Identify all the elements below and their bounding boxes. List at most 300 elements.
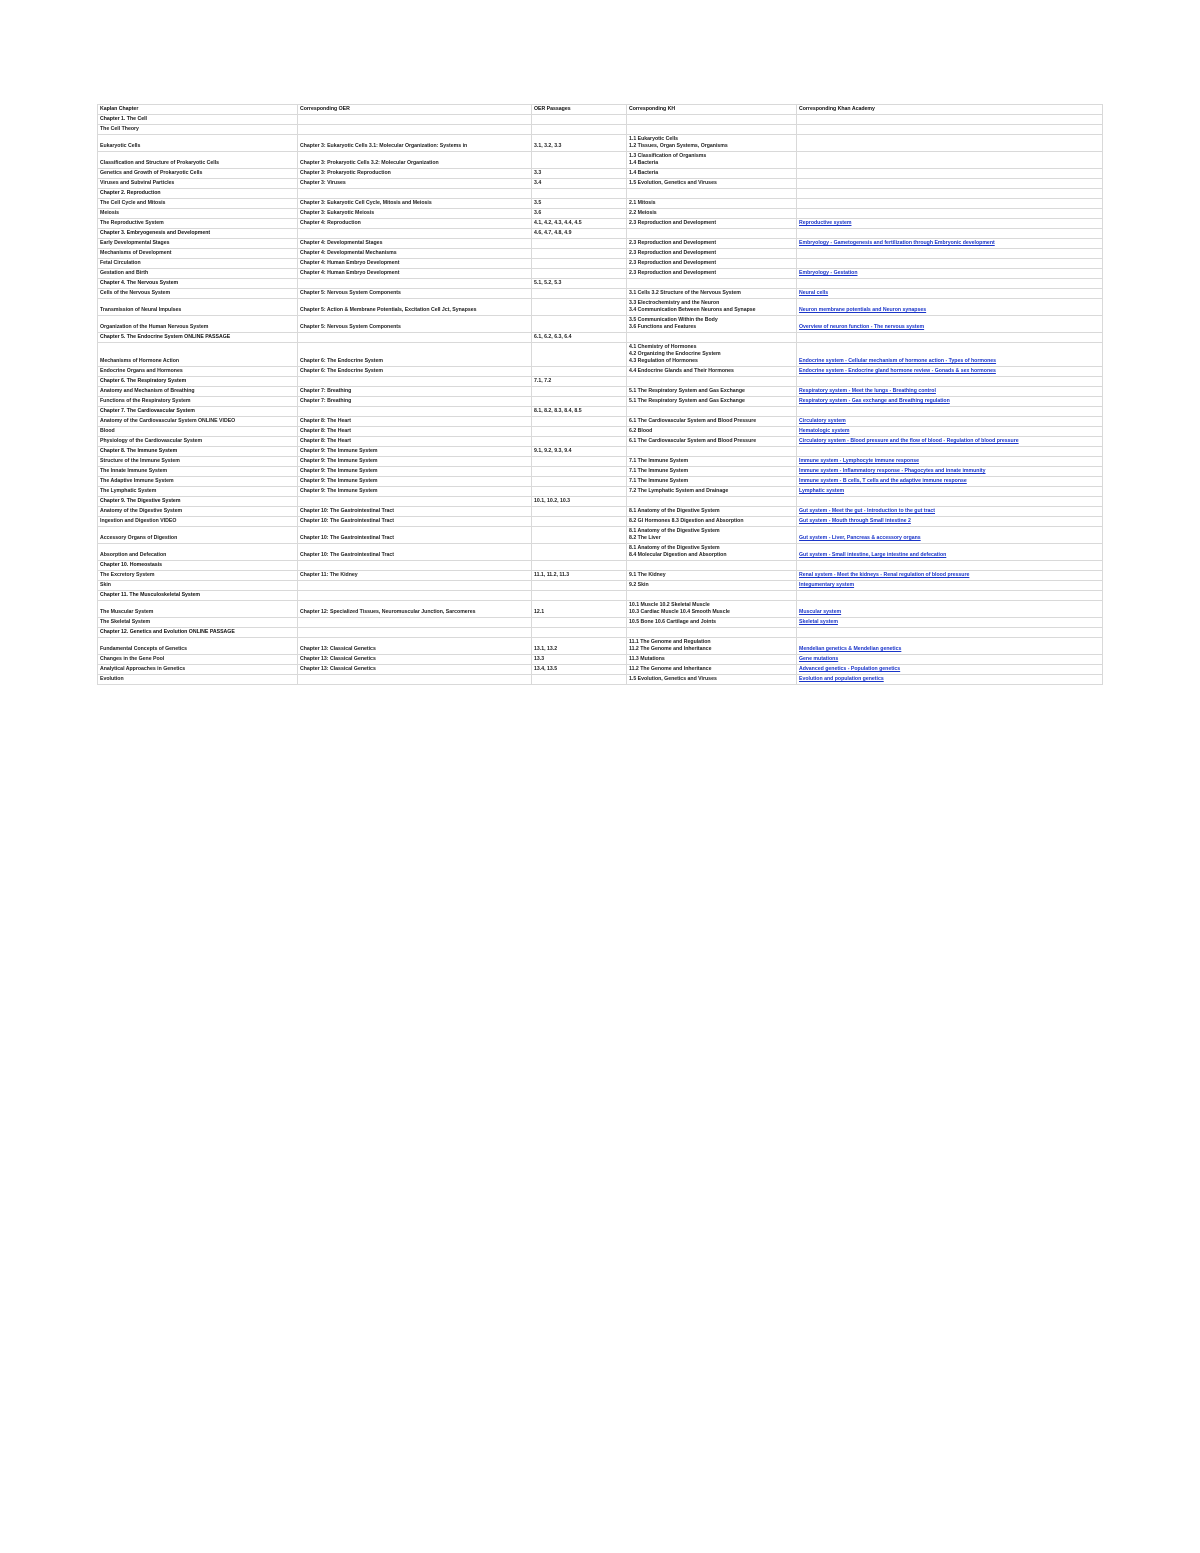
- kaplan-chapter-cell: Endocrine Organs and Hormones: [98, 367, 298, 377]
- oer-cell: [298, 675, 532, 685]
- kh-cell: 1.4 Bacteria: [627, 169, 797, 179]
- oer-passages-cell: [532, 591, 627, 601]
- kaplan-chapter-cell: The Reproductive System: [98, 219, 298, 229]
- kaplan-chapter-cell: Chapter 1. The Cell: [98, 115, 298, 125]
- kh-cell: 2.3 Reproduction and Development: [627, 259, 797, 269]
- table-row: [98, 581, 1103, 591]
- oer-passages-cell: [532, 115, 627, 125]
- kh-cell: 1.3 Classification of Organisms 1.4 Bacteria: [627, 152, 797, 169]
- kh-cell: 2.3 Reproduction and Development: [627, 239, 797, 249]
- oer-cell: Chapter 6: The Endocrine System: [298, 343, 532, 367]
- header-corresponding-oer: Corresponding OER: [298, 105, 532, 115]
- kh-cell: [627, 377, 797, 387]
- oer-passages-cell: 3.6: [532, 209, 627, 219]
- oer-cell: Chapter 8: The Heart: [298, 417, 532, 427]
- oer-passages-cell: 13.4, 13.5: [532, 665, 627, 675]
- kh-cell: 6.1 The Cardiovascular System and Blood Pressure: [627, 437, 797, 447]
- kh-cell: 6.2 Blood: [627, 427, 797, 437]
- khan-cell: [797, 269, 1103, 279]
- kaplan-chapter-cell: Genetics and Growth of Prokaryotic Cells: [98, 169, 298, 179]
- oer-passages-cell: 3.1, 3.2, 3.3: [532, 135, 627, 152]
- kaplan-chapter-cell: Chapter 3. Embryogenesis and Development: [98, 229, 298, 239]
- kaplan-chapter-cell: The Adaptive Immune System: [98, 477, 298, 487]
- kh-cell: 4.1 Chemistry of Hormones 4.2 Organizing the Endocrine System 4.3 Regulation of Hormones: [627, 343, 797, 367]
- khan-cell: [797, 249, 1103, 259]
- khan-academy-link[interactable]: Integumentary system: [799, 582, 855, 588]
- khan-academy-link[interactable]: Embryology - Gametogenesis and fertilization through Embryonic development: [799, 240, 995, 246]
- kaplan-chapter-cell: Analytical Approaches in Genetics: [98, 665, 298, 675]
- oer-passages-cell: [532, 457, 627, 467]
- khan-academy-link[interactable]: Neuron membrane potentials and Neuron synapses: [799, 307, 927, 313]
- table-row: [98, 675, 1103, 685]
- khan-cell: [797, 447, 1103, 457]
- oer-cell: [298, 333, 532, 343]
- kh-cell: 7.1 The Immune System: [627, 467, 797, 477]
- khan-cell: [797, 343, 1103, 367]
- oer-cell: Chapter 3: Viruses: [298, 179, 532, 189]
- table-body: [98, 115, 1103, 685]
- khan-cell: [797, 135, 1103, 152]
- khan-academy-link[interactable]: Circulatory system - Blood pressure and the flow of blood - Regulation of blood pressure: [799, 438, 1019, 444]
- table-row: [98, 457, 1103, 467]
- kaplan-chapter-cell: Gestation and Birth: [98, 269, 298, 279]
- kaplan-chapter-cell: The Cell Cycle and Mitosis: [98, 199, 298, 209]
- kh-cell: 7.2 The Lymphatic System and Drainage: [627, 487, 797, 497]
- kh-cell: [627, 561, 797, 571]
- oer-passages-cell: [532, 477, 627, 487]
- oer-passages-cell: 8.1, 8.2, 8.3, 8.4, 8.5: [532, 407, 627, 417]
- table-row: [98, 527, 1103, 544]
- header-row: [98, 105, 1103, 115]
- khan-academy-link[interactable]: Gut system - Meet the gut - Introduction to the gut tract: [799, 508, 936, 514]
- oer-passages-cell: [532, 249, 627, 259]
- oer-cell: [298, 115, 532, 125]
- table-row: [98, 289, 1103, 299]
- khan-cell: [797, 279, 1103, 289]
- oer-cell: Chapter 8: The Heart: [298, 427, 532, 437]
- kh-cell: 11.2 The Genome and Inheritance: [627, 665, 797, 675]
- khan-cell: [797, 427, 1103, 437]
- oer-cell: Chapter 11: The Kidney: [298, 571, 532, 581]
- kaplan-chapter-cell: Physiology of the Cardiovascular System: [98, 437, 298, 447]
- khan-cell: [797, 591, 1103, 601]
- oer-cell: [298, 125, 532, 135]
- oer-cell: [298, 561, 532, 571]
- kh-cell: 2.1 Mitosis: [627, 199, 797, 209]
- header-oer-passages: OER Passages: [532, 105, 627, 115]
- khan-cell: [797, 628, 1103, 638]
- kh-cell: [627, 447, 797, 457]
- kaplan-chapter-cell: Fetal Circulation: [98, 259, 298, 269]
- kh-cell: 4.4 Endocrine Glands and Their Hormones: [627, 367, 797, 377]
- khan-cell: [797, 209, 1103, 219]
- oer-passages-cell: [532, 387, 627, 397]
- khan-cell: [797, 544, 1103, 561]
- oer-cell: Chapter 3: Prokaryotic Reproduction: [298, 169, 532, 179]
- chapter-row: [98, 628, 1103, 638]
- khan-cell: [797, 527, 1103, 544]
- khan-academy-link[interactable]: Respiratory system - Meet the lungs - Breathing control: [799, 388, 936, 394]
- mapping-table: [97, 104, 1103, 685]
- oer-cell: [298, 189, 532, 199]
- khan-cell: [797, 125, 1103, 135]
- table-row: [98, 239, 1103, 249]
- kh-cell: [627, 591, 797, 601]
- oer-passages-cell: 11.1, 11.2, 11.3: [532, 571, 627, 581]
- oer-cell: [298, 591, 532, 601]
- kh-cell: 11.3 Mutations: [627, 655, 797, 665]
- kaplan-chapter-cell: The Lymphatic System: [98, 487, 298, 497]
- oer-passages-cell: [532, 527, 627, 544]
- chapter-row: [98, 407, 1103, 417]
- oer-cell: [298, 581, 532, 591]
- kh-cell: 11.1 The Genome and Regulation 11.2 The Genome and Inheritance: [627, 638, 797, 655]
- oer-passages-cell: [532, 259, 627, 269]
- table-row: [98, 601, 1103, 618]
- oer-passages-cell: 13.3: [532, 655, 627, 665]
- khan-academy-link[interactable]: Gut system - Small intestine, Large intestine and defecation: [799, 552, 947, 558]
- kaplan-chapter-cell: Chapter 5. The Endocrine System ONLINE PASSAGE: [98, 333, 298, 343]
- khan-cell: [797, 417, 1103, 427]
- oer-cell: Chapter 9: The Immune System: [298, 477, 532, 487]
- table-row: [98, 316, 1103, 333]
- table-row: [98, 179, 1103, 189]
- oer-cell: Chapter 13: Classical Genetics: [298, 665, 532, 675]
- khan-academy-link[interactable]: Endocrine system - Cellular mechanism of hormone action - Types of hormones: [799, 358, 997, 364]
- kaplan-chapter-cell: Classification and Structure of Prokaryotic Cells: [98, 152, 298, 169]
- kaplan-chapter-cell: The Skeletal System: [98, 618, 298, 628]
- kh-cell: 10.1 Muscle 10.2 Skeletal Muscle 10.3 Cardiac Muscle 10.4 Smooth Muscle: [627, 601, 797, 618]
- khan-academy-link[interactable]: Mendelian genetics & Mendelian genetics: [799, 646, 902, 652]
- oer-cell: Chapter 5: Nervous System Components: [298, 289, 532, 299]
- table-row: [98, 169, 1103, 179]
- oer-passages-cell: [532, 343, 627, 367]
- spreadsheet: [97, 104, 1102, 685]
- khan-cell: [797, 299, 1103, 316]
- table-row: [98, 544, 1103, 561]
- khan-cell: [797, 487, 1103, 497]
- kh-cell: [627, 279, 797, 289]
- kaplan-chapter-cell: Meiosis: [98, 209, 298, 219]
- oer-cell: Chapter 13: Classical Genetics: [298, 655, 532, 665]
- oer-passages-cell: 4.6, 4.7, 4.8, 4.9: [532, 229, 627, 239]
- oer-cell: Chapter 6: The Endocrine System: [298, 367, 532, 377]
- kh-cell: 1.5 Evolution, Genetics and Viruses: [627, 675, 797, 685]
- oer-cell: [298, 229, 532, 239]
- oer-cell: Chapter 9: The Immune System: [298, 447, 532, 457]
- table-row: [98, 343, 1103, 367]
- kaplan-chapter-cell: Eukaryotic Cells: [98, 135, 298, 152]
- oer-cell: Chapter 4: Human Embryo Development: [298, 259, 532, 269]
- table-row: [98, 417, 1103, 427]
- oer-passages-cell: [532, 125, 627, 135]
- khan-cell: [797, 638, 1103, 655]
- khan-cell: [797, 199, 1103, 209]
- table-row: [98, 507, 1103, 517]
- table-row: [98, 152, 1103, 169]
- oer-cell: Chapter 9: The Immune System: [298, 467, 532, 477]
- oer-passages-cell: [532, 544, 627, 561]
- oer-passages-cell: 4.1, 4.2, 4.3, 4.4, 4.5: [532, 219, 627, 229]
- kh-cell: 8.1 Anatomy of the Digestive System: [627, 507, 797, 517]
- kh-cell: 8.1 Anatomy of the Digestive System 8.2 The Liver: [627, 527, 797, 544]
- chapter-row: [98, 377, 1103, 387]
- oer-cell: Chapter 3: Eukaryotic Meiosis: [298, 209, 532, 219]
- khan-cell: [797, 152, 1103, 169]
- khan-cell: [797, 477, 1103, 487]
- table-row: [98, 571, 1103, 581]
- oer-cell: Chapter 8: The Heart: [298, 437, 532, 447]
- oer-cell: [298, 618, 532, 628]
- table-row: [98, 219, 1103, 229]
- khan-academy-link[interactable]: Skeletal system: [799, 619, 838, 625]
- khan-cell: [797, 169, 1103, 179]
- khan-academy-link[interactable]: Circulatory system: [799, 418, 846, 424]
- khan-cell: [797, 675, 1103, 685]
- kh-cell: 6.1 The Cardiovascular System and Blood Pressure: [627, 417, 797, 427]
- oer-passages-cell: [532, 152, 627, 169]
- oer-passages-cell: 3.3: [532, 169, 627, 179]
- oer-passages-cell: [532, 316, 627, 333]
- oer-passages-cell: 10.1, 10.2, 10.3: [532, 497, 627, 507]
- kaplan-chapter-cell: Functions of the Respiratory System: [98, 397, 298, 407]
- oer-passages-cell: [532, 417, 627, 427]
- oer-cell: [298, 279, 532, 289]
- table-row: [98, 299, 1103, 316]
- oer-passages-cell: 12.1: [532, 601, 627, 618]
- oer-passages-cell: [532, 618, 627, 628]
- chapter-row: [98, 115, 1103, 125]
- oer-passages-cell: [532, 507, 627, 517]
- kh-cell: [627, 407, 797, 417]
- kh-cell: 7.1 The Immune System: [627, 457, 797, 467]
- kh-cell: 2.2 Meiosis: [627, 209, 797, 219]
- khan-cell: [797, 655, 1103, 665]
- chapter-row: [98, 561, 1103, 571]
- oer-cell: Chapter 9: The Immune System: [298, 487, 532, 497]
- kaplan-chapter-cell: Cells of the Nervous System: [98, 289, 298, 299]
- kaplan-chapter-cell: Chapter 4. The Nervous System: [98, 279, 298, 289]
- chapter-row: [98, 333, 1103, 343]
- khan-cell: [797, 316, 1103, 333]
- kaplan-chapter-cell: The Muscular System: [98, 601, 298, 618]
- oer-cell: Chapter 4: Reproduction: [298, 219, 532, 229]
- khan-academy-link[interactable]: Immune system - B cells, T cells and the adaptive immune response: [799, 478, 967, 484]
- oer-passages-cell: [532, 427, 627, 437]
- oer-passages-cell: 9.1, 9.2, 9.3, 9.4: [532, 447, 627, 457]
- table-row: [98, 467, 1103, 477]
- oer-cell: Chapter 4: Developmental Mechanisms: [298, 249, 532, 259]
- oer-passages-cell: 6.1, 6.2, 6.3, 6.4: [532, 333, 627, 343]
- khan-academy-link[interactable]: Evolution and population genetics: [799, 676, 884, 682]
- table-row: [98, 655, 1103, 665]
- table-row: [98, 269, 1103, 279]
- oer-cell: [298, 407, 532, 417]
- kh-cell: 1.1 Eukaryotic Cells 1.2 Tissues, Organ Systems, Organisms: [627, 135, 797, 152]
- oer-passages-cell: [532, 397, 627, 407]
- kaplan-chapter-cell: Mechanisms of Development: [98, 249, 298, 259]
- khan-academy-link[interactable]: Embryology - Gestation: [799, 270, 858, 276]
- oer-passages-cell: [532, 299, 627, 316]
- oer-passages-cell: 5.1, 5.2, 5.3: [532, 279, 627, 289]
- kaplan-chapter-cell: Anatomy of the Digestive System: [98, 507, 298, 517]
- oer-cell: Chapter 3: Eukaryotic Cells 3.1: Molecular Organization: Systems in: [298, 135, 532, 152]
- oer-passages-cell: [532, 289, 627, 299]
- kaplan-chapter-cell: Anatomy of the Cardiovascular System ONLINE VIDEO: [98, 417, 298, 427]
- khan-cell: [797, 601, 1103, 618]
- table-row: [98, 487, 1103, 497]
- oer-passages-cell: [532, 628, 627, 638]
- khan-academy-link[interactable]: Overview of neuron function - The nervous system: [799, 324, 925, 330]
- table-row: [98, 477, 1103, 487]
- kh-cell: 10.5 Bone 10.6 Cartilage and Joints: [627, 618, 797, 628]
- khan-academy-link[interactable]: Gut system - Mouth through Small intestine 2: [799, 518, 911, 524]
- khan-cell: [797, 219, 1103, 229]
- khan-academy-link[interactable]: Immune system - Inflammatory response - Phagocytes and innate immunity: [799, 468, 986, 474]
- table-row: [98, 618, 1103, 628]
- khan-cell: [797, 571, 1103, 581]
- table-row: [98, 427, 1103, 437]
- kaplan-chapter-cell: Mechanisms of Hormone Action: [98, 343, 298, 367]
- kaplan-chapter-cell: The Excretory System: [98, 571, 298, 581]
- khan-academy-link[interactable]: Endocrine system - Endocrine gland hormone review - Gonads & sex hormones: [799, 368, 996, 374]
- khan-academy-link[interactable]: Respiratory system - Gas exchange and Breathing regulation: [799, 398, 950, 404]
- chapter-row: [98, 497, 1103, 507]
- kh-cell: 3.1 Cells 3.2 Structure of the Nervous System: [627, 289, 797, 299]
- kaplan-chapter-cell: Blood: [98, 427, 298, 437]
- khan-cell: [797, 561, 1103, 571]
- khan-academy-link[interactable]: Reproductive system: [799, 220, 852, 226]
- oer-passages-cell: [532, 189, 627, 199]
- khan-cell: [797, 467, 1103, 477]
- khan-cell: [797, 407, 1103, 417]
- kh-cell: [627, 115, 797, 125]
- oer-passages-cell: 13.1, 13.2: [532, 638, 627, 655]
- oer-cell: [298, 497, 532, 507]
- oer-cell: [298, 377, 532, 387]
- oer-cell: Chapter 12: Specialized Tissues, Neuromuscular Junction, Sarcomeres: [298, 601, 532, 618]
- kh-cell: 7.1 The Immune System: [627, 477, 797, 487]
- kaplan-chapter-cell: Fundamental Concepts of Genetics: [98, 638, 298, 655]
- kaplan-chapter-cell: Chapter 10. Homeostasis: [98, 561, 298, 571]
- khan-cell: [797, 115, 1103, 125]
- kaplan-chapter-cell: Accessory Organs of Digestion: [98, 527, 298, 544]
- oer-cell: Chapter 4: Human Embryo Development: [298, 269, 532, 279]
- kh-cell: [627, 628, 797, 638]
- kaplan-chapter-cell: Chapter 8. The Immune System: [98, 447, 298, 457]
- khan-cell: [797, 507, 1103, 517]
- oer-passages-cell: [532, 437, 627, 447]
- oer-cell: [298, 628, 532, 638]
- khan-cell: [797, 377, 1103, 387]
- kaplan-chapter-cell: Transmission of Neural Impulses: [98, 299, 298, 316]
- khan-cell: [797, 229, 1103, 239]
- kaplan-chapter-cell: Changes in the Gene Pool: [98, 655, 298, 665]
- oer-cell: Chapter 5: Action & Membrane Potentials, Excitation Cell Jct, Synapses: [298, 299, 532, 316]
- oer-passages-cell: [532, 269, 627, 279]
- chapter-row: [98, 591, 1103, 601]
- khan-academy-link[interactable]: Advanced genetics - Population genetics: [799, 666, 901, 672]
- oer-cell: Chapter 4: Developmental Stages: [298, 239, 532, 249]
- kh-cell: [627, 125, 797, 135]
- kh-cell: 9.2 Skin: [627, 581, 797, 591]
- oer-cell: Chapter 10: The Gastrointestinal Tract: [298, 507, 532, 517]
- khan-academy-link[interactable]: Immune system - Lymphocyte immune response: [799, 458, 920, 464]
- kh-cell: 2.3 Reproduction and Development: [627, 219, 797, 229]
- chapter-row: [98, 189, 1103, 199]
- table-row: [98, 638, 1103, 655]
- khan-cell: [797, 259, 1103, 269]
- khan-academy-link[interactable]: Hematologic system: [799, 428, 850, 434]
- kaplan-chapter-cell: Evolution: [98, 675, 298, 685]
- oer-passages-cell: [532, 487, 627, 497]
- table-row: [98, 135, 1103, 152]
- kaplan-chapter-cell: Chapter 11. The Musculoskeletal System: [98, 591, 298, 601]
- oer-cell: Chapter 3: Prokaryotic Cells 3.2: Molecular Organization: [298, 152, 532, 169]
- khan-academy-link[interactable]: Lymphatic system: [799, 488, 845, 494]
- header-kaplan-chapter: Kaplan Chapter: [98, 105, 298, 115]
- khan-cell: [797, 497, 1103, 507]
- chapter-row: [98, 447, 1103, 457]
- khan-academy-link[interactable]: Muscular system: [799, 609, 842, 615]
- oer-cell: Chapter 10: The Gastrointestinal Tract: [298, 544, 532, 561]
- khan-cell: [797, 437, 1103, 447]
- khan-cell: [797, 618, 1103, 628]
- table-row: [98, 367, 1103, 377]
- kh-cell: 8.2 GI Hormones 8.3 Digestion and Absorption: [627, 517, 797, 527]
- kaplan-chapter-cell: Chapter 9. The Digestive System: [98, 497, 298, 507]
- table-row: [98, 259, 1103, 269]
- kaplan-chapter-cell: Ingestion and Digestion VIDEO: [98, 517, 298, 527]
- kh-cell: 3.5 Communication Within the Body 3.6 Functions and Features: [627, 316, 797, 333]
- oer-cell: Chapter 9: The Immune System: [298, 457, 532, 467]
- kh-cell: 3.3 Electrochemistry and the Neuron 3.4 Communication Between Neurons and Synapse: [627, 299, 797, 316]
- kh-cell: [627, 229, 797, 239]
- khan-cell: [797, 457, 1103, 467]
- table-row: [98, 249, 1103, 259]
- khan-cell: [797, 517, 1103, 527]
- oer-cell: Chapter 13: Classical Genetics: [298, 638, 532, 655]
- oer-passages-cell: 3.5: [532, 199, 627, 209]
- kh-cell: 9.1 The Kidney: [627, 571, 797, 581]
- oer-cell: Chapter 3: Eukaryotic Cell Cycle, Mitosis and Meiosis: [298, 199, 532, 209]
- khan-cell: [797, 333, 1103, 343]
- khan-cell: [797, 189, 1103, 199]
- table-row: [98, 517, 1103, 527]
- kaplan-chapter-cell: The Cell Theory: [98, 125, 298, 135]
- kaplan-chapter-cell: Viruses and Subviral Particles: [98, 179, 298, 189]
- oer-passages-cell: [532, 517, 627, 527]
- oer-passages-cell: [532, 367, 627, 377]
- oer-passages-cell: [532, 561, 627, 571]
- kh-cell: [627, 333, 797, 343]
- kh-cell: 5.1 The Respiratory System and Gas Exchange: [627, 387, 797, 397]
- oer-cell: Chapter 7: Breathing: [298, 387, 532, 397]
- khan-cell: [797, 387, 1103, 397]
- oer-passages-cell: [532, 467, 627, 477]
- table-row: [98, 199, 1103, 209]
- oer-passages-cell: [532, 239, 627, 249]
- kaplan-chapter-cell: The Innate Immune System: [98, 467, 298, 477]
- oer-cell: Chapter 10: The Gastrointestinal Tract: [298, 517, 532, 527]
- khan-academy-link[interactable]: Neural cells: [799, 290, 829, 296]
- khan-cell: [797, 665, 1103, 675]
- khan-academy-link[interactable]: Gene mutations: [799, 656, 839, 662]
- table-row: [98, 125, 1103, 135]
- khan-academy-link[interactable]: Gut system - Liver, Pancreas & accessory organs: [799, 535, 921, 541]
- khan-academy-link[interactable]: Renal system - Meet the kidneys - Renal regulation of blood pressure: [799, 572, 970, 578]
- kaplan-chapter-cell: Chapter 12. Genetics and Evolution ONLINE PASSAGE: [98, 628, 298, 638]
